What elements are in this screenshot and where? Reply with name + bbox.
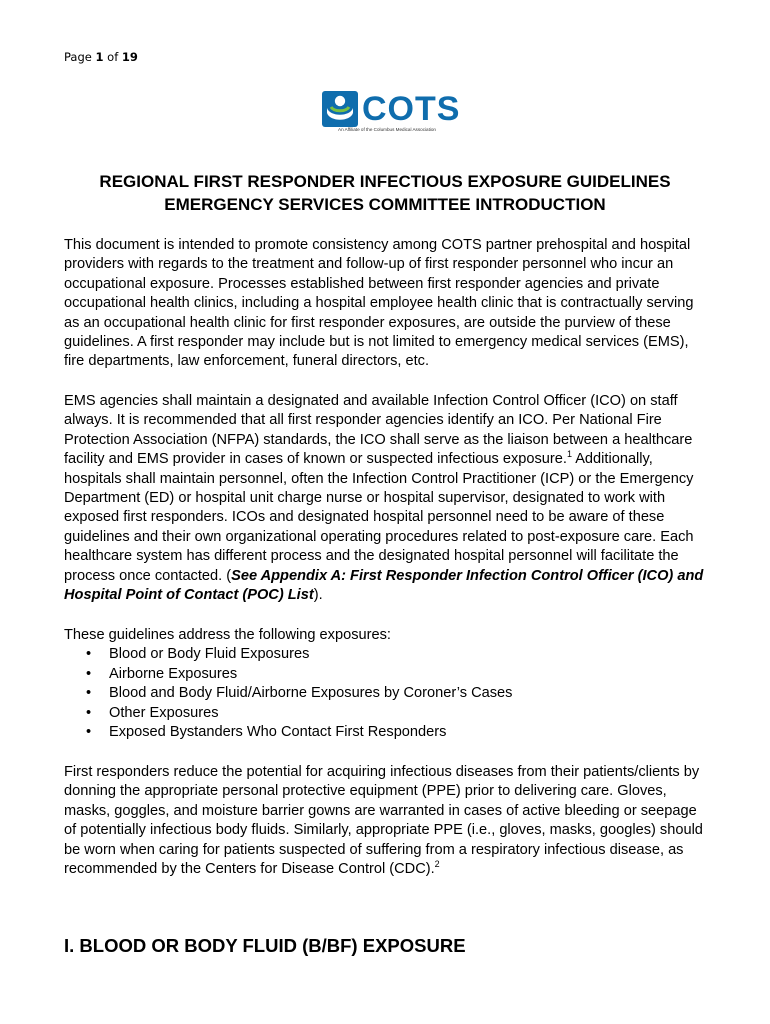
footnote-ref-2: 2 xyxy=(434,859,440,870)
exposures-section xyxy=(64,626,712,742)
list-item: • Blood or Body Fluid Exposures xyxy=(64,645,712,664)
list-item: • Blood and Body Fluid/Airborne Exposures by Coroner’s Cases xyxy=(64,684,712,703)
intro-paragraph-1: This document is intended to promote consistency among COTS partner prehospital and hospital providers with regards to the treatment and follow-up of first responder personnel who incur an occupational exposure. Processes established between first responder agencies and private occupational health clinics, including a hospital employee health clinic that is contractually serving as an occupational health clinic for first responder exposures, are outside the purview of these guidelines. A first responder may include but is not limited to emergency medical services (EMS), fire departments, law enforcement, funeral directors, etc. xyxy=(64,237,694,370)
exposures-list xyxy=(64,645,712,742)
p2-text-b: Additionally, hospitals shall maintain personnel, often the Infection Control Practitioner (ICP) or the Emergency Department (ED) or hospital unit charge nurse or hospital supervisor, designated to work with exposed first responders. ICOs and designated hospital personnel need to be aware of these guidelines and their own organizational operating procedures related to post-exposure care. Each healthcare system has different process and the designated hospital personnel will facilitate the process once contacted. ( xyxy=(64,451,694,584)
exposures-lead: These guidelines address the following exposures: xyxy=(64,627,391,643)
p2-text-c: ). xyxy=(313,587,323,604)
cots-logo-mark-icon xyxy=(322,91,358,127)
page-label: Page xyxy=(64,50,92,64)
appendix-a-reference: See Appendix A: First Responder Infection Control Officer (ICO) and Hospital Point of Contact (POC) List xyxy=(64,567,704,604)
page-current: 1 xyxy=(95,50,104,64)
p2-text-a: EMS agencies shall maintain a designated and available Infection Control Officer (ICO) on staff always. It is recommended that all first responder agencies identify an ICO. Per National Fire Protection Association (NFPA) standards, the ICO shall serve as the liaison between a healthcare facility and EMS provider in cases of known or suspected infectious exposure. xyxy=(64,393,693,468)
title-line-1: REGIONAL FIRST RESPONDER INFECTIOUS EXPOSURE GUIDELINES xyxy=(99,172,671,191)
list-item: • Airborne Exposures xyxy=(64,665,712,684)
title-line-2: EMERGENCY SERVICES COMMITTEE INTRODUCTION xyxy=(164,195,606,214)
intro-paragraph-2 xyxy=(64,392,712,605)
page-total: 19 xyxy=(121,50,138,64)
section-heading: I. BLOOD OR BODY FLUID (B/BF) EXPOSURE xyxy=(64,935,466,956)
list-item: • Other Exposures xyxy=(64,704,712,723)
cots-logo xyxy=(322,86,461,138)
logo-tagline: An Affiliate of the Columbus Medical Association xyxy=(338,127,436,132)
list-item: • Exposed Bystanders Who Contact First Responders xyxy=(64,723,712,742)
logo-wordmark: COTS xyxy=(362,90,461,128)
page-number xyxy=(64,50,138,64)
intro-paragraph-4 xyxy=(64,763,712,879)
footnote-ref-1: 1 xyxy=(566,449,572,460)
document-title xyxy=(64,170,706,216)
p4-text: First responders reduce the potential for acquiring infectious diseases from their patients/clients by donning the appropriate personal protective equipment (PPE) prior to delivering care. Gloves, masks, goggles, and moisture barrier gowns are warranted in cases of active bleeding or seepage of potentially infectious body fluids. Similarly, appropriate PPE (i.e., gloves, masks, googles) should be worn when caring for patients suspected of suffering from a respiratory infectious disease, as recommended by the Centers for Disease Control (CDC). xyxy=(64,764,703,878)
page-of-label: of xyxy=(107,50,119,64)
